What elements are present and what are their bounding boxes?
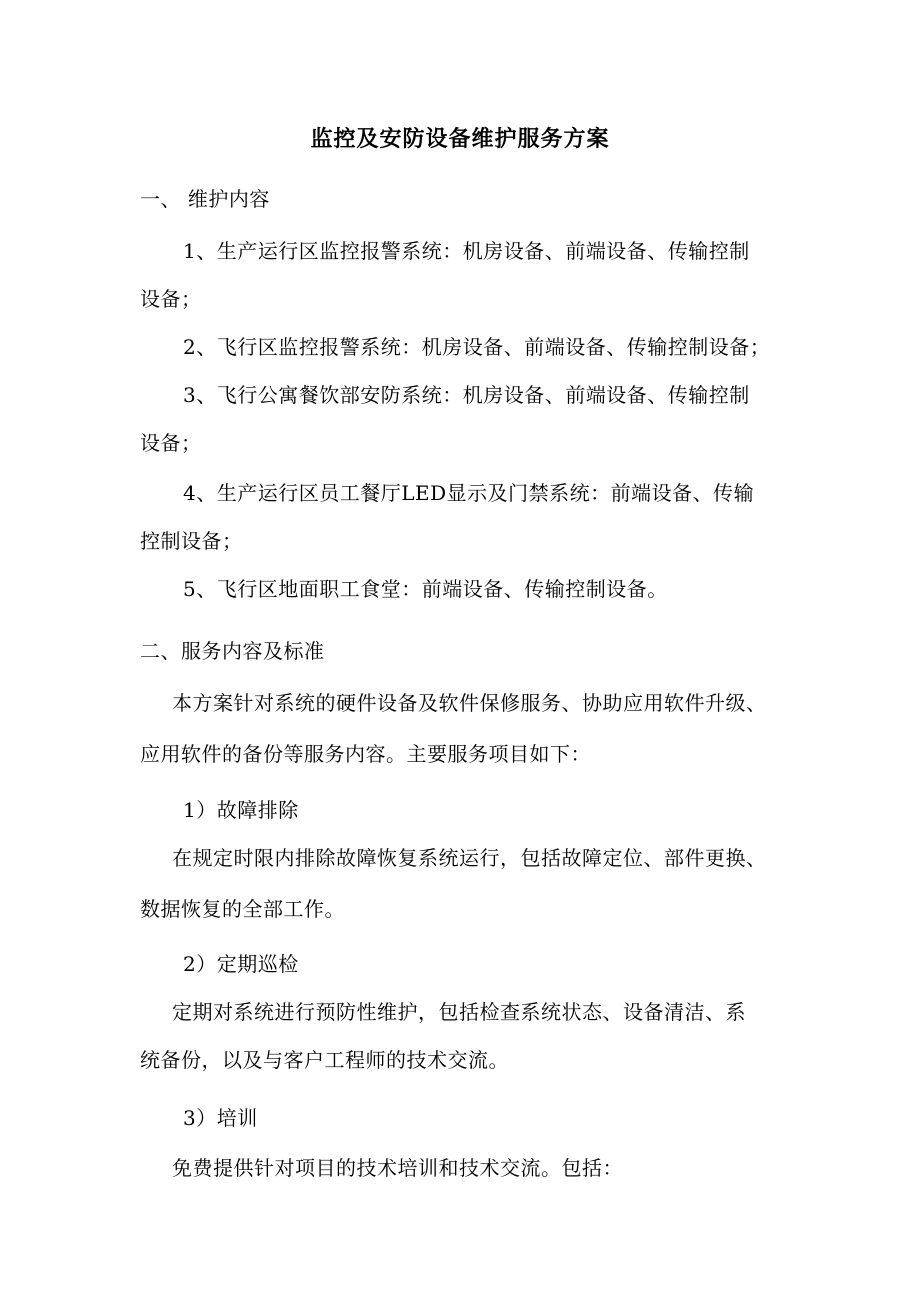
maintenance-item-1: 1、生产运行区监控报警系统：机房设备、前端设备、传输控制 [183,239,750,263]
service-label-troubleshooting: 1）故障排除 [183,798,299,822]
services-intro-cont: 应用软件的备份等服务内容。主要服务项目如下： [140,742,591,766]
maintenance-item-1-cont: 设备； [140,287,202,311]
service-label-training: 3）培训 [183,1106,258,1130]
service-text-inspection: 定期对系统进行预防性维护，包括检查系统状态、设备清洁、系 [172,1000,746,1024]
service-label-inspection: 2）定期巡检 [183,952,299,976]
section-heading-maintenance: 一、 维护内容 [140,187,270,211]
maintenance-item-4-cont: 控制设备； [140,529,243,553]
maintenance-item-4: 4、生产运行区员工餐厅LED显示及门禁系统：前端设备、传输 [183,481,755,505]
document-title: 监控及安防设备维护服务方案 [310,126,610,152]
maintenance-item-3: 3、飞行公寓餐饮部安防系统：机房设备、前端设备、传输控制 [183,383,750,407]
service-text-inspection-cont: 统备份，以及与客户工程师的技术交流。 [140,1048,509,1072]
maintenance-item-5: 5、飞行区地面职工食堂：前端设备、传输控制设备。 [183,577,668,601]
section-heading-services: 二、服务内容及标准 [140,639,325,663]
service-text-troubleshooting: 在规定时限内排除故障恢复系统运行，包括故障定位、部件更换、 [172,846,767,870]
service-text-training: 免费提供针对项目的技术培训和技术交流。包括： [172,1156,623,1180]
service-text-troubleshooting-cont: 数据恢复的全部工作。 [140,897,345,921]
services-intro: 本方案针对系统的硬件设备及软件保修服务、协助应用软件升级、 [172,691,767,715]
maintenance-item-2: 2、飞行区监控报警系统：机房设备、前端设备、传输控制设备； [183,335,771,359]
maintenance-item-3-cont: 设备； [140,431,202,455]
